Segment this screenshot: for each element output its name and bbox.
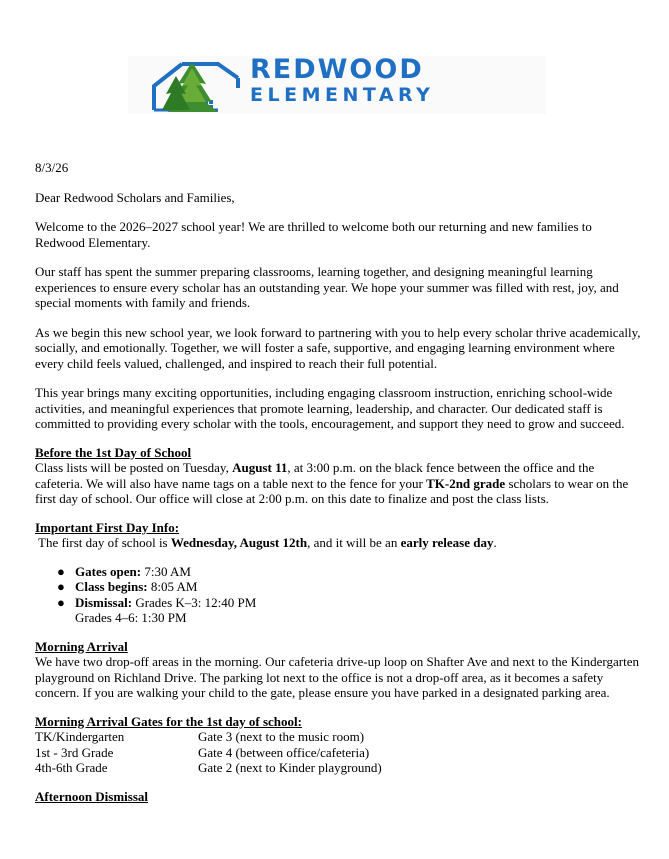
staff-paragraph: Our staff has spent the summer preparing classrooms, learning together, and designing meaningful learning experiences to ensure every scholar has an outstanding year. We hope your summer was filled with rest, joy, and special moments with family and friends.: [35, 264, 619, 310]
opportunities-paragraph: This year brings many exciting opportunities, including engaging classroom instruction, enriching school-wide activities, and meaningful experiences that promote learning, leadership, and character. Our dedicated staff is committed to providing every scholar with the tools, encouragement, and support they need to grow and succeed.: [35, 385, 625, 431]
before-first-day-heading: Before the 1st Day of School: [35, 444, 192, 460]
table-cell-gate: Gate 4 (between office/cafeteria): [198, 744, 370, 760]
list-item: ● Class begins: 8:05 AM: [57, 579, 198, 594]
before-first-day-text: Class lists will be posted on Tuesday, August 11, at 3:00 p.m. on the black fence between the office and the cafeteria. We will also have name tags on a table next to the fence for your TK-2nd grade scholars to wear on the first day of school. Our office will close at 2:00 p.m. on this date to finalize and post the class lists.: [35, 460, 629, 506]
partnership-paragraph: As we begin this new school year, we look forward to partnering with you to help every scholar thrive academically, socially, and emotionally. Together, we will foster a safe, supportive, and engaging learning environment where every child feels valued, challenged, and inspired to reach their full potential.: [35, 324, 641, 371]
first-day-schedule-list: [35, 564, 641, 626]
letter-date: 8/3/26: [35, 160, 69, 175]
school-logo: [128, 56, 546, 114]
letter-body: [35, 160, 641, 804]
table-cell-grade: TK/Kindergarten: [35, 729, 125, 744]
logo-line-elementary: ELEMENTARY: [250, 84, 435, 106]
morning-arrival-heading: Morning Arrival: [35, 638, 128, 654]
table-cell-grade: 1st - 3rd Grade: [35, 744, 114, 760]
list-item: ● Gates open: 7:30 AM: [57, 563, 191, 579]
redwood-tree-house-icon: [148, 56, 248, 114]
table-cell-gate: Gate 2 (next to Kinder playground): [198, 760, 382, 775]
first-day-info-text: The first day of school is Wednesday, August 12th, and it will be an early release day.: [38, 535, 497, 550]
morning-arrival-text: We have two drop-off areas in the morning. Our cafeteria drive-up loop on Shafter Ave and next to the Kindergarten playground on Richland Drive. The parking lot next to the office is not a drop-off area, as it becomes a safety concern. If you are walking your child to the gate, please ensure you have parked in a designated parking area.: [35, 654, 639, 700]
dismissal-second-line: Grades 4–6: 1:30 PM: [75, 610, 187, 625]
table-cell-gate: Gate 3 (next to the music room): [198, 729, 365, 744]
arrival-gates-heading: Morning Arrival Gates for the 1st day of school:: [35, 713, 302, 729]
salutation: Dear Redwood Scholars and Families,: [35, 189, 235, 205]
afternoon-dismissal-heading: Afternoon Dismissal: [35, 788, 149, 804]
list-item: ● Dismissal: Grades K–3: 12:40 PM: [57, 594, 257, 610]
first-day-info-heading: Important First Day Info:: [35, 519, 180, 535]
arrival-gates-table: [35, 729, 641, 776]
logo-line-redwood: REDWOOD: [250, 54, 424, 85]
table-cell-grade: 4th-6th Grade: [35, 760, 108, 775]
welcome-paragraph: Welcome to the 2026–2027 school year! We are thrilled to welcome both our returning and new families to Redwood Elementary.: [35, 219, 592, 250]
